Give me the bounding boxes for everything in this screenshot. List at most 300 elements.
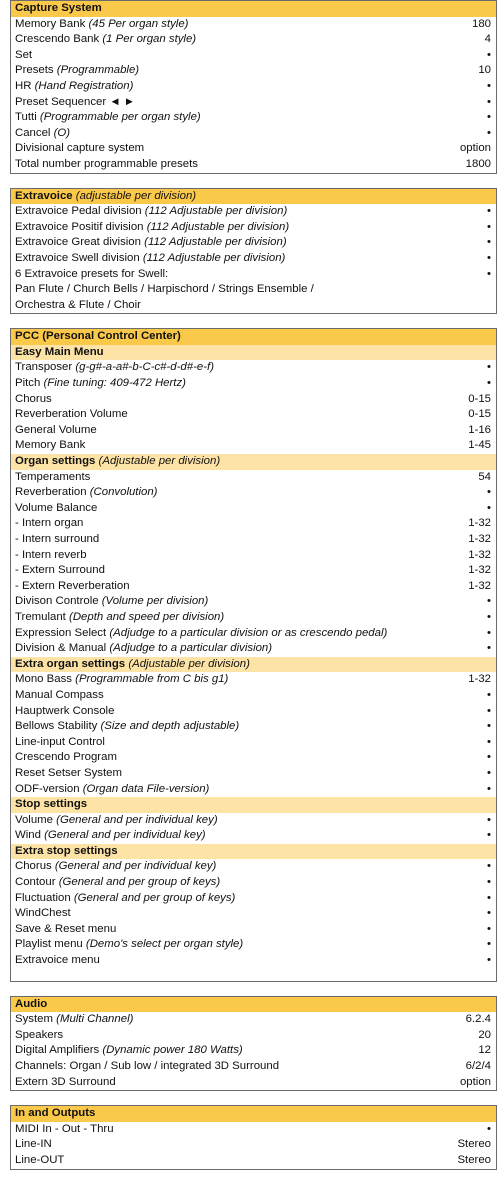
spec-value: 6.2.4	[465, 1013, 491, 1026]
spec-row	[11, 376, 496, 392]
spec-note: (adjustable per division)	[75, 189, 197, 202]
spec-label-text: Extra organ settings	[15, 657, 129, 670]
spec-label-text: Presets	[15, 64, 57, 77]
spec-label	[15, 126, 70, 142]
spec-row	[11, 220, 496, 236]
spec-label-text: ODF-version	[15, 782, 83, 795]
spec-label	[15, 220, 289, 236]
spec-label-text: Extravoice Swell division	[15, 251, 143, 264]
spec-label	[15, 1122, 114, 1138]
spec-label	[15, 376, 186, 392]
bullet-mark: •	[487, 610, 491, 623]
spec-row	[11, 79, 496, 95]
spec-label-text: Chorus	[15, 860, 55, 873]
spec-row	[11, 672, 496, 688]
spec-label-text: Set	[15, 48, 33, 61]
spec-label	[15, 63, 139, 79]
spec-label	[15, 641, 272, 657]
spec-label	[15, 485, 157, 501]
spec-label	[15, 532, 99, 548]
spec-row	[11, 1153, 496, 1169]
spec-label	[15, 141, 144, 157]
spec-label	[15, 516, 83, 532]
spec-row	[11, 438, 496, 454]
spec-label-text: - Extern Reverberation	[15, 579, 130, 592]
spec-value: 54	[478, 470, 491, 483]
spec-sheet	[10, 0, 497, 1184]
spec-value: 1800	[465, 157, 491, 170]
spec-label-text: MIDI In - Out - Thru	[15, 1122, 114, 1135]
bullet-mark: •	[487, 205, 491, 218]
spec-label-text: Easy Main Menu	[15, 345, 104, 358]
spec-label	[15, 782, 209, 798]
spec-label	[15, 110, 201, 126]
spec-note: (Multi Channel)	[56, 1013, 134, 1026]
spec-row	[11, 516, 496, 532]
spec-label	[15, 345, 104, 361]
bullet-mark: •	[487, 860, 491, 873]
spec-row	[11, 485, 496, 501]
spec-row	[11, 922, 496, 938]
spec-label	[15, 1137, 52, 1153]
spec-note: (112 Adjustable per division)	[146, 220, 290, 233]
bullet-mark: •	[487, 1122, 491, 1135]
bullet-mark: •	[487, 361, 491, 374]
spec-note: (Adjudge to a particular division)	[109, 642, 273, 655]
spec-row	[11, 704, 496, 720]
bullet-mark: •	[487, 751, 491, 764]
spec-label	[15, 501, 97, 517]
spec-label	[15, 1, 102, 17]
section-header	[11, 997, 496, 1013]
spec-row	[11, 813, 496, 829]
spec-label	[15, 610, 224, 626]
bullet-mark: •	[487, 251, 491, 264]
spec-value: 0-15	[468, 408, 491, 421]
spec-label-text: Extravoice	[15, 189, 76, 202]
spec-label	[15, 750, 117, 766]
spec-label	[15, 1028, 63, 1044]
spec-label-text: Stop settings	[15, 798, 88, 811]
spec-label	[15, 813, 218, 829]
spec-label-text: Division & Manual	[15, 642, 110, 655]
spec-row	[11, 906, 496, 922]
spec-value: Stereo	[457, 1138, 491, 1151]
spec-label	[15, 251, 285, 267]
spec-row	[11, 782, 496, 798]
spec-value: 1-16	[468, 423, 491, 436]
spec-label	[15, 438, 85, 454]
blank-row	[11, 969, 496, 981]
spec-label-text: Extravoice Great division	[15, 236, 145, 249]
spec-note: (Volume per division)	[101, 595, 209, 608]
spec-label-text: Hauptwerk Console	[15, 704, 115, 717]
spec-value: 6/2/4	[465, 1060, 491, 1072]
section-header	[11, 189, 496, 205]
bullet-mark: •	[487, 891, 491, 904]
bullet-mark: •	[487, 486, 491, 499]
spec-note: (1 Per organ style)	[102, 33, 197, 46]
spec-note: (Programmable per organ style)	[39, 111, 201, 124]
spec-label	[15, 922, 116, 938]
spec-label-text: System	[15, 1013, 57, 1026]
spec-label-text: Mono Bass	[15, 673, 76, 686]
spec-label	[15, 267, 168, 283]
subsection-header	[11, 844, 496, 860]
spec-label-text: Digital Amplifiers	[15, 1044, 103, 1057]
spec-label	[15, 470, 90, 486]
spec-row	[11, 48, 496, 64]
spec-label	[15, 906, 71, 922]
spec-label	[15, 32, 196, 48]
spec-label	[15, 953, 100, 969]
spec-value: option	[459, 1075, 491, 1088]
spec-value: 1-32	[468, 533, 491, 545]
spec-row	[11, 610, 496, 626]
spec-row	[11, 875, 496, 891]
spec-label-text: In and Outputs	[15, 1107, 96, 1120]
spec-row	[11, 735, 496, 751]
spec-row	[11, 579, 496, 595]
spec-row	[11, 141, 496, 157]
spec-note: (Programmable)	[56, 64, 140, 77]
spec-label-text: - Intern organ	[15, 517, 84, 530]
spec-label-text: Contour	[15, 876, 59, 889]
spec-label-text: Capture System	[15, 2, 102, 14]
spec-label-text: Line-IN	[15, 1138, 52, 1151]
spec-label	[15, 95, 135, 111]
spec-label	[15, 1012, 133, 1028]
spec-value: 1-32	[468, 517, 491, 530]
spec-row	[11, 251, 496, 267]
spec-note: (Hand Registration)	[34, 79, 134, 92]
spec-value: 1-32	[468, 673, 491, 686]
spec-label	[15, 735, 105, 751]
spec-note: (O)	[53, 126, 71, 139]
spec-value: 12	[478, 1044, 491, 1057]
spec-label-text: - Intern reverb	[15, 548, 87, 561]
spec-label-text: WindChest	[15, 907, 71, 920]
spec-row	[11, 392, 496, 408]
spec-value: 1-32	[468, 579, 491, 592]
spec-label-text: Memory Bank	[15, 439, 86, 452]
spec-label	[15, 937, 243, 953]
io-section	[10, 1105, 497, 1169]
spec-label	[15, 563, 105, 579]
spec-note: (Demo's select per organ style)	[85, 938, 244, 951]
spec-row	[11, 1012, 496, 1028]
spec-label	[15, 688, 104, 704]
bullet-mark: •	[487, 907, 491, 920]
spec-label	[15, 579, 130, 595]
spec-row	[11, 891, 496, 907]
bullet-mark: •	[487, 48, 491, 61]
spec-label	[15, 298, 141, 314]
bullet-mark: •	[487, 501, 491, 514]
bullet-mark: •	[487, 782, 491, 795]
spec-row	[11, 204, 496, 220]
spec-label-text: PCC (Personal Control Center)	[15, 330, 181, 343]
spec-label-text: Pitch	[15, 377, 44, 390]
spec-label-text: Line-input Control	[15, 735, 105, 748]
spec-note: (General and per individual key)	[56, 813, 218, 826]
subsection-header	[11, 657, 496, 673]
subsection-header	[11, 797, 496, 813]
spec-label	[15, 548, 87, 564]
spec-value: 20	[478, 1028, 491, 1041]
bullet-mark: •	[487, 938, 491, 951]
spec-note: (Adjustable per division)	[128, 657, 250, 670]
spec-label	[15, 1153, 64, 1169]
spec-row	[11, 423, 496, 439]
spec-label-text: Extra stop settings	[15, 844, 118, 857]
spec-row	[11, 1043, 496, 1059]
spec-label-text: Extern 3D Surround	[15, 1075, 116, 1088]
spec-note: (Programmable from C bis g1)	[75, 673, 229, 686]
spec-note: (Fine tuning: 409-472 Hertz)	[43, 377, 186, 390]
spec-label	[15, 997, 47, 1013]
spec-label	[15, 891, 235, 907]
spec-value: Stereo	[457, 1153, 491, 1166]
spec-note: (Dynamic power 180 Watts)	[102, 1044, 243, 1057]
spec-row	[11, 548, 496, 564]
spec-note: (General and per individual key)	[44, 829, 206, 842]
spec-note: (Adjustable per division)	[98, 455, 221, 468]
bullet-mark: •	[487, 876, 491, 889]
spec-note: (General and per group of keys)	[58, 876, 221, 889]
spec-label	[15, 844, 118, 860]
spec-row	[11, 1122, 496, 1138]
spec-label	[15, 875, 220, 891]
spec-note: (General and per group of keys)	[73, 891, 236, 904]
bullet-mark: •	[487, 735, 491, 748]
spec-label-text: HR	[15, 79, 35, 92]
spec-note: (g-g#-a-a#-b-C-c#-d-d#-e-f)	[75, 361, 214, 374]
spec-label	[15, 79, 133, 95]
bullet-mark: •	[487, 766, 491, 779]
spec-row	[11, 719, 496, 735]
spec-value: 1-32	[468, 564, 491, 577]
spec-note: (Organ data File-version)	[82, 782, 210, 795]
bullet-mark: •	[487, 111, 491, 124]
spec-row	[11, 470, 496, 486]
spec-label-text: Volume Balance	[15, 501, 98, 514]
spec-label-text: Reverberation Volume	[15, 408, 128, 421]
spec-label-text: Extravoice Positif division	[15, 220, 147, 233]
spec-label-text: Reverberation	[15, 486, 90, 499]
spec-label-text: Reset Setser System	[15, 766, 122, 779]
extravoice-section	[10, 188, 497, 315]
spec-label	[15, 657, 250, 673]
spec-label-text: Extravoice menu	[15, 954, 100, 967]
section-header	[11, 1, 496, 17]
spec-label	[15, 423, 97, 439]
spec-row	[11, 1059, 496, 1075]
spec-row	[11, 766, 496, 782]
spec-label-text: - Extern Surround	[15, 564, 105, 577]
spec-label-text: Save & Reset menu	[15, 922, 117, 935]
spec-label	[15, 828, 206, 844]
spec-label	[15, 594, 208, 610]
spec-label	[15, 704, 114, 720]
spec-label-text: Total number programmable presets	[15, 157, 198, 170]
spec-label	[15, 454, 220, 470]
spec-label-text: Divisional capture system	[15, 142, 145, 155]
spec-row	[11, 532, 496, 548]
spec-label-text: Extravoice Pedal division	[15, 205, 145, 218]
spec-label	[15, 360, 214, 376]
spec-label-text: Transposer	[15, 361, 76, 374]
spec-label-text: Tremulant	[15, 610, 70, 623]
spec-note: (112 Adjustable per division)	[144, 205, 288, 218]
spec-value: option	[459, 142, 491, 155]
spec-row	[11, 235, 496, 251]
spec-row	[11, 750, 496, 766]
bullet-mark: •	[487, 922, 491, 935]
bullet-mark: •	[487, 688, 491, 701]
spec-label-text: Pan Flute / Church Bells / Harpischord / Strings Ensemble /	[15, 283, 314, 296]
spec-value: 10	[478, 64, 491, 77]
spec-row	[11, 828, 496, 844]
spec-label-text: Temperaments	[15, 470, 91, 483]
spec-note: (General and per individual key)	[54, 860, 217, 873]
bullet-mark: •	[487, 79, 491, 92]
subsection-header	[11, 454, 496, 470]
spec-row	[11, 1137, 496, 1153]
bullet-mark: •	[487, 220, 491, 233]
audio-section	[10, 996, 497, 1092]
spec-label	[15, 235, 287, 251]
bullet-mark: •	[487, 595, 491, 608]
spec-label	[15, 719, 239, 735]
spec-label-text: Memory Bank	[15, 17, 89, 30]
spec-row	[11, 626, 496, 642]
pcc-section	[10, 328, 497, 981]
bullet-mark: •	[487, 829, 491, 842]
spec-label	[15, 672, 228, 688]
spec-label-text: Fluctuation	[15, 891, 74, 904]
spec-label-text: Expression Select	[15, 626, 110, 639]
spec-label-text: Preset Sequencer ◄ ►	[15, 95, 136, 108]
spec-row	[11, 859, 496, 875]
spec-note: (45 Per organ style)	[88, 17, 189, 30]
spec-row	[11, 688, 496, 704]
spec-note: (112 Adjustable per division)	[142, 251, 286, 264]
spec-label	[15, 859, 216, 875]
spec-label-text: Crescendo Program	[15, 751, 117, 764]
spec-label	[15, 797, 87, 813]
spec-note: (112 Adjustable per division)	[144, 236, 287, 249]
spec-label-text: Volume	[15, 813, 57, 826]
bullet-mark: •	[487, 126, 491, 139]
spec-row	[11, 267, 496, 283]
spec-label-text: General Volume	[15, 423, 97, 436]
section-header	[11, 329, 496, 345]
spec-value: 1-32	[468, 548, 491, 561]
spec-row	[11, 63, 496, 79]
spec-label-text: Crescendo Bank	[15, 33, 103, 46]
spec-row	[11, 298, 496, 314]
spec-label-text: Manual Compass	[15, 688, 104, 701]
spec-label	[15, 17, 188, 33]
bullet-mark: •	[487, 704, 491, 717]
spec-note: (Adjudge to a particular division or as crescendo pedal)	[109, 626, 388, 639]
spec-label-text: Playlist menu	[15, 938, 86, 951]
spec-label-text: - Intern surround	[15, 533, 100, 545]
spec-row	[11, 641, 496, 657]
spec-label	[15, 1106, 95, 1122]
spec-row	[11, 594, 496, 610]
capture-section	[10, 0, 497, 174]
bullet-mark: •	[487, 954, 491, 967]
spec-row	[11, 501, 496, 517]
bullet-mark: •	[487, 720, 491, 733]
bullet-mark: •	[487, 377, 491, 390]
spec-label-text: 6 Extravoice presets for Swell:	[15, 267, 169, 280]
section-header	[11, 1106, 496, 1122]
spec-label-text: Wind	[15, 829, 45, 842]
spec-row	[11, 953, 496, 969]
spec-row	[11, 32, 496, 48]
spec-label-text: Organ settings	[15, 455, 99, 468]
spec-label	[15, 626, 387, 642]
spec-label	[15, 1043, 243, 1059]
spec-label-text: Cancel	[15, 126, 54, 139]
subsection-header	[11, 345, 496, 361]
spec-label	[15, 48, 32, 64]
spec-note: (Convolution)	[89, 486, 158, 499]
spec-label	[15, 189, 196, 205]
spec-label	[15, 329, 181, 345]
bullet-mark: •	[487, 95, 491, 108]
spec-label-text: Channels: Organ / Sub low / integrated 3D Surround	[15, 1060, 280, 1072]
spec-label	[15, 392, 52, 408]
spec-label	[15, 1059, 279, 1075]
spec-label-text: Divison Controle	[15, 595, 102, 608]
spec-row	[11, 110, 496, 126]
spec-note: (Depth and speed per division)	[69, 610, 225, 623]
spec-label	[15, 157, 198, 173]
bullet-mark: •	[487, 267, 491, 280]
spec-row	[11, 95, 496, 111]
bullet-mark: •	[487, 813, 491, 826]
spec-note: (Size and depth adjustable)	[100, 720, 240, 733]
bullet-mark: •	[487, 236, 491, 249]
spec-label-text: Line-OUT	[15, 1153, 65, 1166]
spec-label	[15, 204, 287, 220]
spec-value: 0-15	[468, 392, 491, 405]
spec-row	[11, 407, 496, 423]
spec-label-text: Bellows Stability	[15, 720, 101, 733]
spec-row	[11, 126, 496, 142]
spec-value: 180	[471, 17, 491, 30]
spec-row	[11, 563, 496, 579]
spec-value: 1-45	[468, 439, 491, 452]
spec-row	[11, 157, 496, 173]
spec-label	[15, 1075, 116, 1091]
bullet-mark: •	[487, 626, 491, 639]
spec-value: 4	[484, 33, 491, 46]
spec-label	[15, 282, 314, 298]
spec-row	[11, 1075, 496, 1091]
spec-label-text: Tutti	[15, 111, 40, 124]
spec-row	[11, 937, 496, 953]
spec-label	[15, 766, 122, 782]
spec-label-text: Speakers	[15, 1028, 64, 1041]
bullet-mark: •	[487, 642, 491, 655]
spec-row	[11, 17, 496, 33]
spec-label-text: Orchestra & Flute / Choir	[15, 298, 141, 311]
